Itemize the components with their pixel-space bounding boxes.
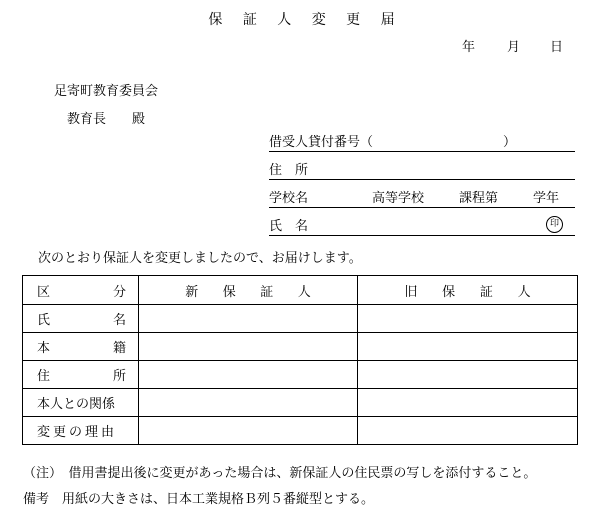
note-attachment: （注） 借用書提出後に変更があった場合は、新保証人の住民票の写しを添付すること。: [23, 466, 537, 481]
title-char: 保: [208, 12, 223, 28]
course-label: 課程第: [459, 191, 499, 206]
new-guarantor-domicile-cell[interactable]: [139, 333, 358, 361]
grade-label: 学年: [533, 191, 560, 206]
row-label-name: [23, 305, 139, 333]
old-guarantor-address-cell[interactable]: [358, 361, 578, 389]
date-day: 日: [550, 40, 564, 55]
name-line[interactable]: [269, 215, 575, 236]
form-title: [0, 9, 603, 29]
new-guarantor-name-cell[interactable]: [139, 305, 358, 333]
date-year: 年: [462, 40, 476, 55]
intro-text: 次のとおり保証人を変更しましたので、お届けします。: [38, 251, 362, 266]
new-guarantor-relationship-cell[interactable]: [139, 389, 358, 417]
name-label: 氏 名: [269, 219, 309, 234]
row-label-char: 籍: [112, 341, 126, 356]
header-char: 人: [517, 284, 531, 300]
header-char: 新: [185, 284, 199, 300]
address-label: 住 所: [269, 163, 309, 178]
loan-number-label: 借受人貸付番号（ ）: [269, 135, 517, 150]
title-char: 届: [380, 12, 395, 28]
old-guarantor-relationship-cell[interactable]: [358, 389, 578, 417]
recipient-addressee: 教育長 殿: [67, 112, 146, 127]
row-label-address: [23, 361, 139, 389]
table-row-reason: [23, 417, 578, 445]
old-guarantor-name-cell[interactable]: [358, 305, 578, 333]
note-paper-size: 備考 用紙の大きさは、日本工業規格Ｂ列５番縦型とする。: [23, 492, 375, 507]
header-char: 証: [260, 284, 274, 300]
table-row-address: [23, 361, 578, 389]
old-guarantor-domicile-cell[interactable]: [358, 333, 578, 361]
table-header-row: [23, 276, 578, 305]
title-char: 更: [346, 12, 361, 28]
loan-number-line[interactable]: [269, 131, 575, 152]
title-char: 証: [242, 12, 257, 28]
recipient-org: 足寄町教育委員会: [54, 84, 159, 99]
table-row-name: [23, 305, 578, 333]
header-category: [23, 276, 139, 305]
row-label-text: 変更の理由: [37, 425, 118, 440]
row-label-text: 本人との関係: [37, 397, 116, 412]
header-new-guarantor: [139, 276, 358, 305]
header-char: 保: [222, 284, 236, 300]
high-school-label: 高等学校: [372, 191, 425, 206]
school-name-label: 学校名: [269, 191, 309, 206]
row-label-char: 住: [37, 369, 51, 384]
new-guarantor-address-cell[interactable]: [139, 361, 358, 389]
header-char: 人: [297, 284, 311, 300]
guarantor-table: [22, 275, 578, 445]
row-label-char: 所: [112, 369, 126, 384]
header-category-char: 区: [37, 284, 51, 300]
seal-mark: 印: [546, 216, 563, 233]
title-char: 変: [311, 12, 326, 28]
header-char: 保: [442, 284, 456, 300]
school-line[interactable]: [269, 187, 575, 208]
title-char: 人: [277, 12, 292, 28]
row-label-relationship: [23, 389, 139, 417]
table-row-domicile: [23, 333, 578, 361]
row-label-char: 本: [37, 341, 51, 356]
header-char: 証: [479, 284, 493, 300]
header-old-guarantor: [358, 276, 578, 305]
header-category-char: 分: [112, 284, 126, 300]
address-line[interactable]: [269, 159, 575, 180]
row-label-domicile: [23, 333, 139, 361]
row-label-char: 氏: [37, 313, 51, 328]
old-guarantor-reason-cell[interactable]: [358, 417, 578, 445]
row-label-char: 名: [112, 313, 126, 328]
new-guarantor-reason-cell[interactable]: [139, 417, 358, 445]
table-row-relationship: [23, 389, 578, 417]
date-month: 月: [507, 40, 521, 55]
row-label-reason: [23, 417, 139, 445]
header-char: 旧: [404, 284, 418, 300]
